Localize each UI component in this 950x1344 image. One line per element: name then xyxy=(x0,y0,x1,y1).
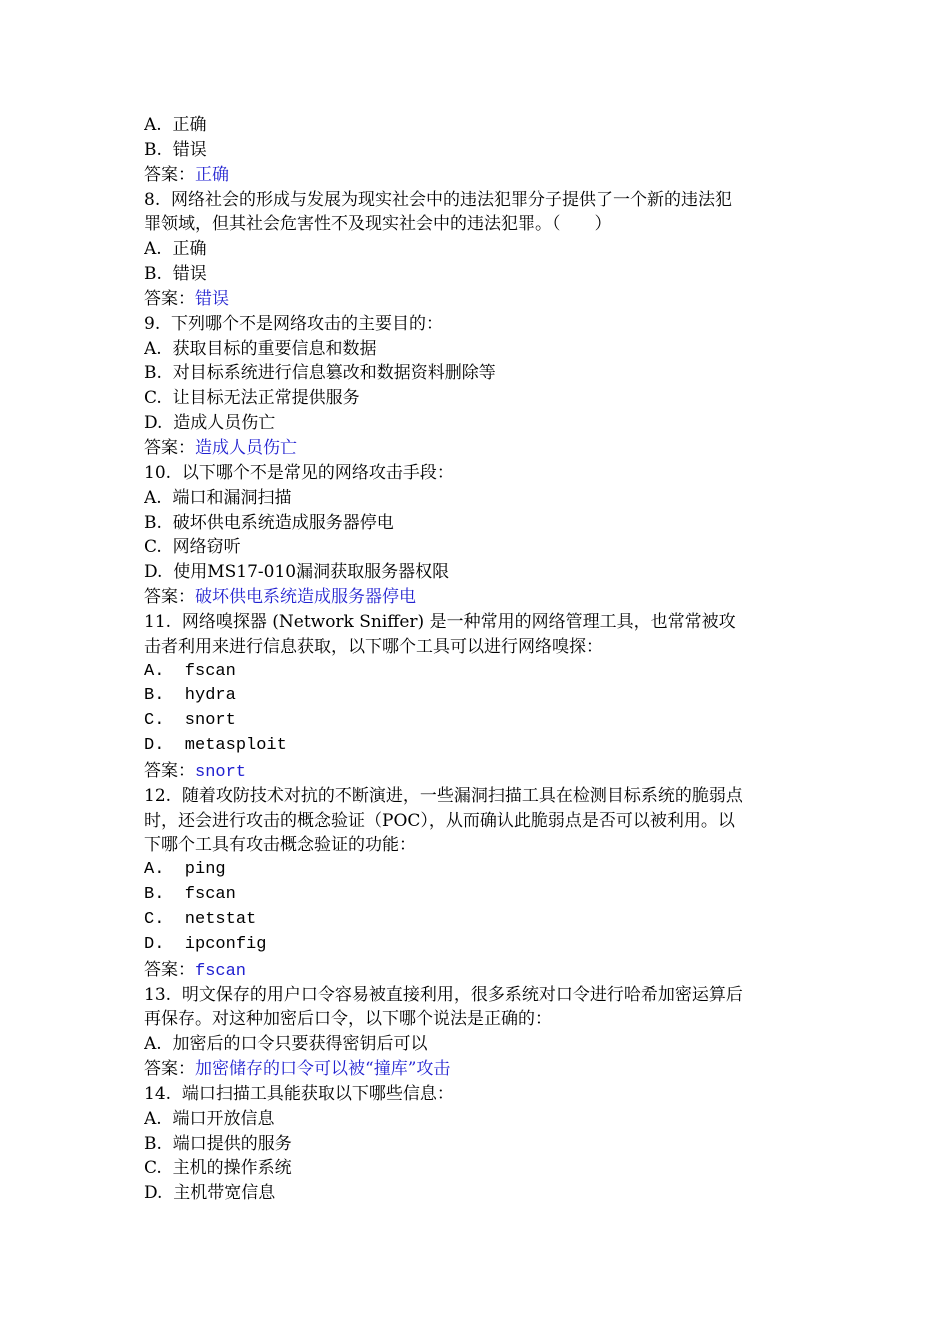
question-text: 8. 网络社会的形成与发展为现实社会中的违法犯罪分子提供了一个新的违法犯 xyxy=(144,189,733,210)
option-a: A. 端口和漏洞扫描 xyxy=(144,487,292,508)
question-7 xyxy=(144,113,814,188)
question-text: 击者利用来进行信息获取，以下哪个工具可以进行网络嗅探： xyxy=(144,636,603,657)
option-c: C. 网络窃听 xyxy=(144,537,241,558)
answer-value: snort xyxy=(195,762,247,782)
answer-value: 造成人员伤亡 xyxy=(195,437,297,458)
question-9 xyxy=(144,312,814,461)
answer-value: 正确 xyxy=(195,164,229,185)
question-text: 10. 以下哪个不是常见的网络攻击手段： xyxy=(144,462,454,483)
answer-line xyxy=(144,585,814,610)
option-d: D. 主机带宽信息 xyxy=(144,1183,276,1204)
question-11 xyxy=(144,610,814,784)
option-b: B. 错误 xyxy=(144,139,207,160)
option-c: C. netstat xyxy=(144,910,257,929)
question-13 xyxy=(144,983,814,1082)
option-c: C. snort xyxy=(144,711,236,731)
document-page xyxy=(144,113,814,1206)
question-text: 13. 明文保存的用户口令容易被直接利用，很多系统对口令进行哈希加密运算后 xyxy=(144,984,743,1005)
answer-label: 答案： xyxy=(144,437,195,458)
answer-line xyxy=(144,163,814,188)
option-b: B. 破坏供电系统造成服务器停电 xyxy=(144,512,394,533)
answer-label: 答案： xyxy=(144,1059,195,1080)
option-d: D. 造成人员伤亡 xyxy=(144,413,276,434)
option-a: A. 加密后的口令只要获得密钥后可以 xyxy=(144,1034,428,1055)
option-b: B. fscan xyxy=(144,885,236,905)
question-text: 11. 网络嗅探器 (Network Sniffer) 是一种常用的网络管理工具，也常常被攻 xyxy=(144,611,736,632)
option-b: B. hydra xyxy=(144,686,236,706)
option-d: D. ipconfig xyxy=(144,934,267,954)
question-8 xyxy=(144,188,814,312)
answer-value: 加密储存的口令可以被“撞库”攻击 xyxy=(195,1059,451,1080)
answer-value: 错误 xyxy=(195,288,229,309)
question-12 xyxy=(144,784,814,983)
answer-line xyxy=(144,958,814,983)
answer-line xyxy=(144,1057,814,1082)
option-d: D. 使用MS17-010漏洞获取服务器权限 xyxy=(144,562,450,583)
question-14 xyxy=(144,1082,814,1206)
option-a: A. fscan xyxy=(144,661,236,681)
option-a: A. 正确 xyxy=(144,115,207,135)
answer-label: 答案： xyxy=(144,587,195,608)
option-a: A. ping xyxy=(144,860,226,880)
answer-line xyxy=(144,759,814,784)
question-text: 时，还会进行攻击的概念验证（POC），从而确认此脆弱点是否可以被利用。以 xyxy=(144,810,735,831)
answer-value: 破坏供电系统造成服务器停电 xyxy=(195,587,416,608)
option-a: A. 正确 xyxy=(144,239,207,260)
answer-label: 答案： xyxy=(144,959,195,980)
question-text: 下哪个工具有攻击概念验证的功能： xyxy=(144,835,416,856)
question-10 xyxy=(144,461,814,610)
option-b: B. 错误 xyxy=(144,264,207,285)
answer-value: fscan xyxy=(195,961,247,981)
answer-line xyxy=(144,436,814,461)
question-text: 12. 随着攻防技术对抗的不断演进，一些漏洞扫描工具在检测目标系统的脆弱点 xyxy=(144,785,743,806)
question-text: 14. 端口扫描工具能获取以下哪些信息： xyxy=(144,1083,454,1104)
question-text: 再保存。对这种加密后口令，以下哪个说法是正确的： xyxy=(144,1009,552,1030)
answer-label: 答案： xyxy=(144,164,195,185)
option-c: C. 让目标无法正常提供服务 xyxy=(144,388,360,409)
question-text: 罪领域，但其社会危害性不及现实社会中的违法犯罪。（ ） xyxy=(144,214,612,235)
option-b: B. 对目标系统进行信息篡改和数据资料删除等 xyxy=(144,363,496,384)
option-a: A. 端口开放信息 xyxy=(144,1108,275,1129)
option-a: A. 获取目标的重要信息和数据 xyxy=(144,338,377,359)
option-d: D. metasploit xyxy=(144,736,287,756)
option-b: B. 端口提供的服务 xyxy=(144,1133,292,1154)
answer-label: 答案： xyxy=(144,760,195,781)
option-c: C. 主机的操作系统 xyxy=(144,1158,292,1179)
question-text: 9. 下列哪个不是网络攻击的主要目的： xyxy=(144,313,444,334)
answer-line xyxy=(144,287,814,312)
answer-label: 答案： xyxy=(144,288,195,309)
